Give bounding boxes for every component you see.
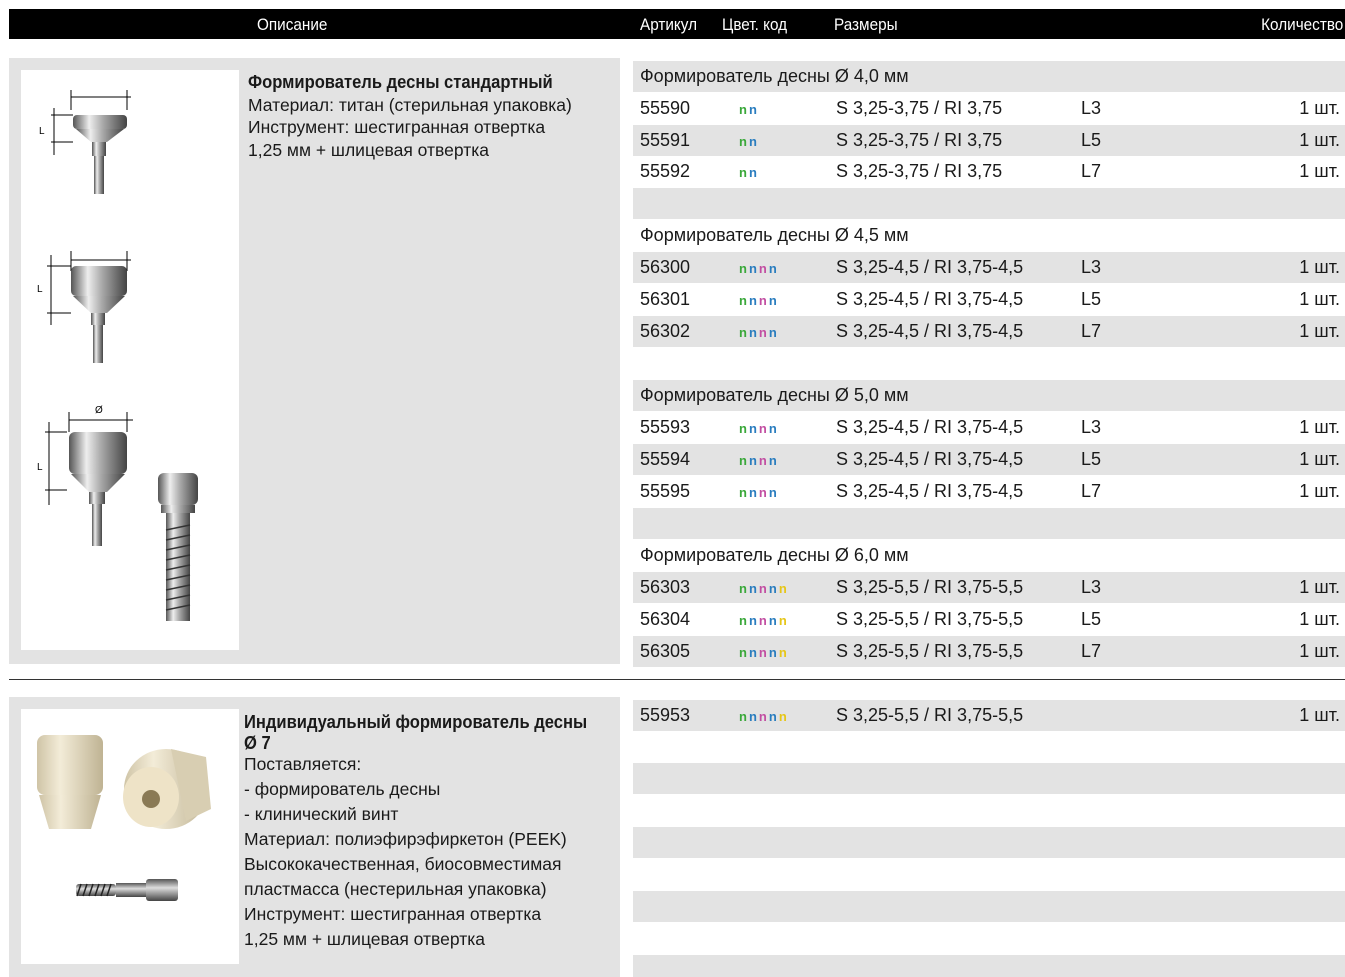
table-row (633, 156, 1345, 187)
color-code-cell (739, 581, 789, 596)
length-cell: L7 (1081, 321, 1102, 341)
color-code-glyph: n (739, 325, 749, 340)
table-row (633, 636, 1345, 667)
quantity-cell: 1 шт. (1299, 705, 1340, 725)
quantity-cell: 1 шт. (1299, 417, 1340, 437)
group-title: Формирователь десны Ø 6,0 мм (640, 545, 909, 565)
color-code-glyph: n (739, 453, 749, 468)
color-code-glyph: n (778, 645, 789, 660)
header-article: Артикул (640, 15, 698, 34)
size-cell: S 3,25-4,5 / RI 3,75-4,5 (836, 417, 1024, 437)
length-label: L (37, 284, 43, 295)
color-code-cell (739, 261, 779, 276)
article-cell: 55590 (640, 98, 691, 118)
color-code-glyph: n (768, 453, 779, 468)
table-row (633, 412, 1345, 443)
header-sizes: Размеры (834, 15, 898, 34)
size-cell: S 3,25-4,5 / RI 3,75-4,5 (836, 289, 1024, 309)
product1-title: Формирователь десны стандартный (248, 72, 553, 92)
product1-line: Инструмент: шестигранная отвертка (248, 117, 546, 137)
article-cell: 56303 (640, 577, 691, 597)
color-code-glyph: n (739, 293, 749, 308)
color-code-cell (739, 102, 759, 117)
product2-image-box (21, 709, 239, 964)
length-cell: L5 (1081, 289, 1102, 309)
color-code-glyph: n (768, 645, 779, 660)
color-code-glyph: n (758, 421, 769, 436)
abutment-large-image (37, 405, 133, 546)
header-quantity: Количество (1260, 15, 1343, 34)
color-code-glyph: n (739, 261, 749, 276)
section-divider (9, 679, 1345, 680)
color-code-glyph: n (739, 645, 749, 660)
length-label: L (37, 462, 43, 473)
color-code-glyph: n (739, 709, 749, 724)
group-header-row (633, 380, 1345, 411)
color-code-glyph: n (748, 581, 759, 596)
length-cell: L3 (1081, 417, 1102, 437)
peek-abutment-illustration (21, 709, 239, 964)
color-code-glyph: n (768, 293, 779, 308)
color-code-glyph: n (748, 134, 759, 149)
color-code-glyph: n (748, 709, 759, 724)
group-header-row (633, 220, 1345, 251)
quantity-cell: 1 шт. (1299, 449, 1340, 469)
color-code-glyph: n (758, 613, 769, 628)
product2-title: Индивидуальный формирователь десны (244, 712, 588, 732)
color-code-glyph: n (768, 581, 779, 596)
color-code-glyph: n (778, 709, 789, 724)
color-code-glyph: n (768, 485, 779, 500)
size-cell: S 3,25-3,75 / RI 3,75 (836, 130, 1003, 150)
product2-line: Материал: полиэфирэфиркетон (PEEK) (244, 828, 567, 849)
size-cell: S 3,25-5,5 / RI 3,75-5,5 (836, 641, 1024, 661)
size-cell: S 3,25-5,5 / RI 3,75-5,5 (836, 705, 1024, 725)
size-cell: S 3,25-5,5 / RI 3,75-5,5 (836, 609, 1024, 629)
group-title: Формирователь десны Ø 4,0 мм (640, 66, 909, 86)
color-code-glyph: n (768, 613, 779, 628)
header-description: Описание (257, 15, 328, 34)
size-cell: S 3,25-3,75 / RI 3,75 (836, 161, 1003, 181)
length-cell: L7 (1081, 161, 1102, 181)
quantity-cell: 1 шт. (1299, 161, 1340, 181)
color-code-glyph: n (758, 261, 769, 276)
table-row (633, 316, 1345, 347)
table-row (633, 125, 1345, 156)
article-cell: 56304 (640, 609, 691, 629)
color-code-cell (739, 421, 779, 436)
abutment-medium-image (37, 251, 131, 363)
length-cell: L7 (1081, 641, 1102, 661)
color-code-glyph: n (739, 581, 749, 596)
article-cell: 55594 (640, 449, 691, 469)
spacer-row (633, 188, 1345, 219)
table-row (633, 93, 1345, 124)
color-code-cell (739, 709, 789, 724)
length-cell: L3 (1081, 577, 1102, 597)
quantity-cell: 1 шт. (1299, 130, 1340, 150)
size-cell: S 3,25-3,75 / RI 3,75 (836, 98, 1003, 118)
color-code-glyph: n (748, 261, 759, 276)
article-cell: 56300 (640, 257, 691, 277)
color-code-glyph: n (758, 485, 769, 500)
color-code-glyph: n (768, 261, 779, 276)
size-cell: S 3,25-4,5 / RI 3,75-4,5 (836, 449, 1024, 469)
table-row (633, 476, 1345, 507)
color-code-cell (739, 293, 779, 308)
product1-line: Материал: титан (стерильная упаковка) (248, 94, 572, 115)
color-code-glyph: n (748, 325, 759, 340)
healing-abutment-illustrations (21, 70, 239, 650)
length-cell: L3 (1081, 257, 1102, 277)
quantity-cell: 1 шт. (1299, 257, 1340, 277)
header-color-code: Цвет. код (722, 15, 788, 34)
length-cell: L7 (1081, 481, 1102, 501)
color-code-cell (739, 485, 779, 500)
color-code-cell (739, 134, 759, 149)
product2-line: - клинический винт (244, 803, 399, 824)
article-cell: 56301 (640, 289, 691, 309)
length-label: L (39, 126, 45, 137)
color-code-glyph: n (768, 421, 779, 436)
spacer-row (633, 348, 1345, 379)
color-code-glyph: n (758, 325, 769, 340)
product2-line: Инструмент: шестигранная отвертка (244, 903, 542, 924)
product2-line: пластмасса (нестерильная упаковка) (244, 878, 547, 899)
color-code-glyph: n (778, 613, 789, 628)
color-code-glyph: n (748, 453, 759, 468)
color-code-cell (739, 453, 779, 468)
table-row (633, 604, 1345, 635)
color-code-glyph: n (768, 709, 779, 724)
color-code-glyph: n (748, 165, 759, 180)
abutment-small-image (39, 90, 131, 194)
color-code-glyph: n (748, 102, 759, 117)
article-cell: 55592 (640, 161, 691, 181)
color-code-glyph: n (748, 293, 759, 308)
color-code-glyph: n (739, 485, 749, 500)
color-code-glyph: n (748, 645, 759, 660)
table-row (633, 284, 1345, 315)
spacer-row (633, 763, 1345, 794)
table-row (633, 700, 1345, 731)
product1-description (248, 71, 579, 161)
article-cell: 55591 (640, 130, 691, 150)
article-cell: 56302 (640, 321, 691, 341)
quantity-cell: 1 шт. (1299, 289, 1340, 309)
color-code-glyph: n (768, 325, 779, 340)
product2-description (244, 711, 617, 952)
size-cell: S 3,25-4,5 / RI 3,75-4,5 (836, 257, 1024, 277)
clinical-screw-image (158, 473, 198, 621)
quantity-cell: 1 шт. (1299, 577, 1340, 597)
product2-line: Высококачественная, биосовместимая (244, 853, 562, 874)
length-cell: L5 (1081, 130, 1102, 150)
quantity-cell: 1 шт. (1299, 609, 1340, 629)
product1-image-box (21, 70, 239, 650)
size-cell: S 3,25-4,5 / RI 3,75-4,5 (836, 481, 1024, 501)
product2-line: Поставляется: (244, 753, 362, 774)
color-code-glyph: n (739, 165, 749, 180)
clinical-screw-image (76, 879, 178, 901)
spacer-row (633, 827, 1345, 858)
product1-line: 1,25 мм + шлицевая отвертка (248, 139, 490, 160)
article-cell: 55953 (640, 705, 691, 725)
color-code-glyph: n (758, 453, 769, 468)
group-header-row (633, 540, 1345, 571)
group-title: Формирователь десны Ø 4,5 мм (640, 225, 909, 245)
spacer-row (633, 508, 1345, 539)
article-cell: 56305 (640, 641, 691, 661)
size-cell: S 3,25-4,5 / RI 3,75-4,5 (836, 321, 1024, 341)
quantity-cell: 1 шт. (1299, 321, 1340, 341)
table-row (633, 572, 1345, 603)
color-code-glyph: n (758, 293, 769, 308)
spacer-row (633, 955, 1345, 977)
article-cell: 55593 (640, 417, 691, 437)
color-code-glyph: n (748, 613, 759, 628)
color-code-cell (739, 645, 789, 660)
color-code-cell (739, 165, 759, 180)
length-cell: L3 (1081, 98, 1102, 118)
color-code-glyph: n (739, 613, 749, 628)
color-code-glyph: n (739, 134, 749, 149)
article-cell: 55595 (640, 481, 691, 501)
spacer-row (633, 891, 1345, 922)
product2-title-diameter: Ø 7 (244, 732, 271, 753)
table-row (633, 252, 1345, 283)
color-code-glyph: n (748, 485, 759, 500)
color-code-glyph: n (739, 421, 749, 436)
peek-abutment-tilted-image (123, 749, 211, 829)
peek-abutment-front-image (37, 735, 103, 829)
color-code-glyph: n (778, 581, 789, 596)
quantity-cell: 1 шт. (1299, 481, 1340, 501)
product2-line: - формирователь десны (244, 778, 441, 799)
size-cell: S 3,25-5,5 / RI 3,75-5,5 (836, 577, 1024, 597)
table-header (9, 9, 1345, 39)
color-code-glyph: n (758, 709, 769, 724)
group-header-row (633, 61, 1345, 92)
table-row (633, 444, 1345, 475)
diameter-label: Ø (95, 405, 103, 416)
quantity-cell: 1 шт. (1299, 641, 1340, 661)
color-code-cell (739, 613, 789, 628)
color-code-glyph: n (748, 421, 759, 436)
group-title: Формирователь десны Ø 5,0 мм (640, 385, 909, 405)
color-code-cell (739, 325, 779, 340)
quantity-cell: 1 шт. (1299, 98, 1340, 118)
length-cell: L5 (1081, 449, 1102, 469)
product2-line: 1,25 мм + шлицевая отвертка (244, 928, 486, 949)
length-cell: L5 (1081, 609, 1102, 629)
color-code-glyph: n (739, 102, 749, 117)
color-code-glyph: n (758, 645, 769, 660)
color-code-glyph: n (758, 581, 769, 596)
